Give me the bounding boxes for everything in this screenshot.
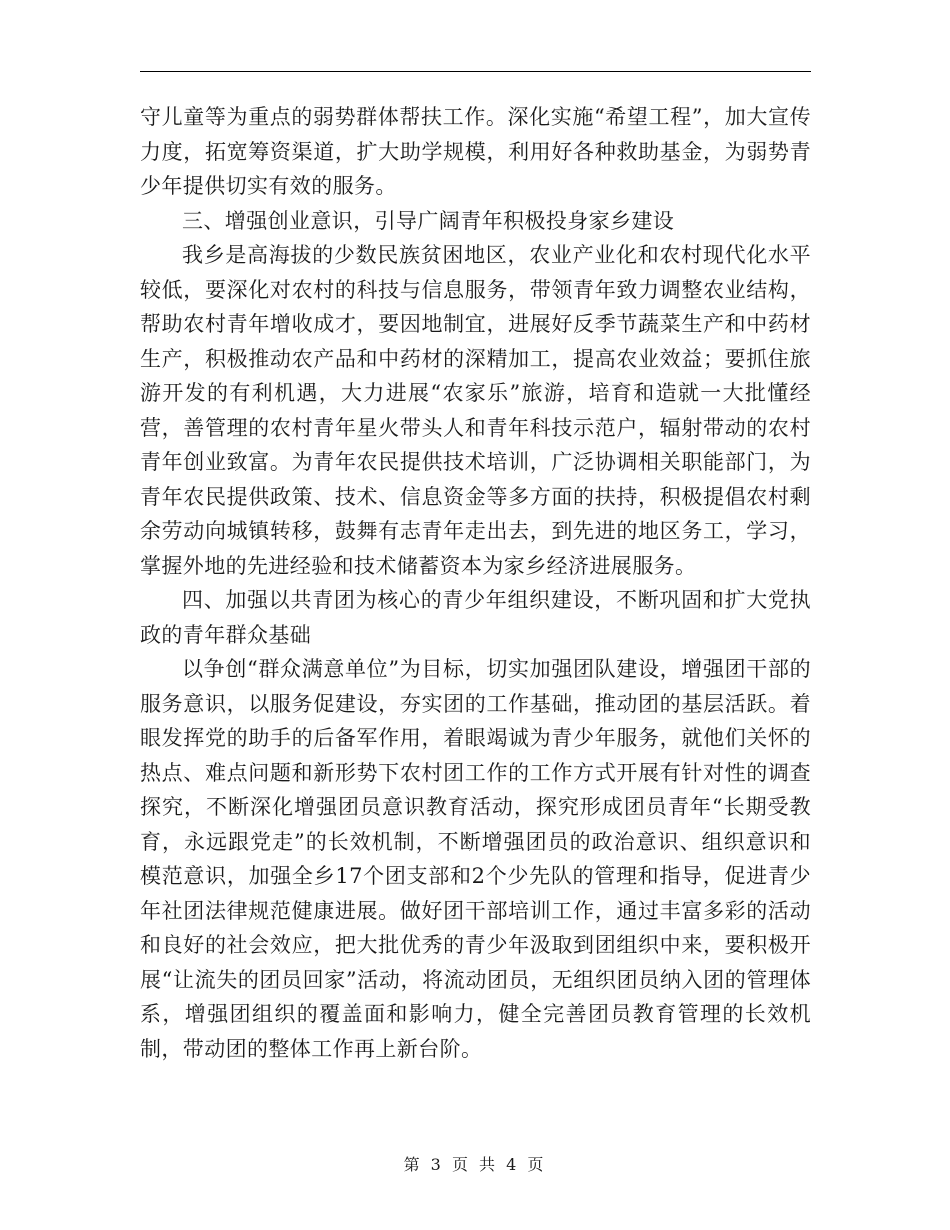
page-footer (0, 1152, 950, 1175)
page-number-label: 第 3 页 共 4 页 (403, 1155, 547, 1174)
paragraph-5: 以争创“群众满意单位”为目标，切实加强团队建设，增强团干部的服务意识，以服务促建设，夯实团的工作基础，推动团的基层活跃。着眼发挥党的助手的后备军作用，着眼竭诚为青少年服务，就他们关怀的热点、难点问题和新形势下农村团工作的工作方式开展有针对性的调查探究，不断深化增强团员意识教育活动，探究形成团员青年“长期受教育，永远跟党走”的长效机制，不断增强团员的政治意识、组织意识和模范意识，加强全乡17个团支部和2个少先队的管理和指导，促进青少年社团法律规范健康进展。做好团干部培训工作，通过丰富多彩的活动和良好的社会效应，把大批优秀的青少年汲取到团组织中来，要积极开展“让流失的团员回家”活动，将流动团员，无组织团员纳入团的管理体系，增强团组织的覆盖面和影响力，健全完善团员教育管理的长效机制，带动团的整体工作再上新台阶。 (140, 657, 811, 1061)
paragraph-3: 我乡是高海拔的少数民族贫困地区，农业产业化和农村现代化水平较低，要深化对农村的科技与信息服务，带领青年致力调整农业结构，帮助农村青年增收成才，要因地制宜，进展好反季节蔬菜生产和中药材生产，积极推动农产品和中药材的深精加工，提高农业效益；要抓住旅游开发的有利机遇，大力进展“农家乐”旅游，培育和造就一大批懂经营，善管理的农村青年星火带头人和青年科技示范户，辐射带动的农村青年创业致富。为青年农民提供技术培训，广泛协调相关职能部门，为青年农民提供政策、技术、信息资金等多方面的扶持，积极提倡农村剩余劳动向城镇转移，鼓舞有志青年走出去，到先进的地区务工，学习，掌握外地的先进经验和技术储蓄资本为家乡经济进展服务。 (140, 243, 811, 578)
document-body (140, 100, 811, 1066)
section-heading-4: 四、加强以共青团为核心的青少年组织建设，不断巩固和扩大党执政的青年群众基础 (140, 588, 811, 647)
paragraph-1: 守儿童等为重点的弱势群体帮扶工作。深化实施“希望工程”，加大宣传力度，拓宽筹资渠道，扩大助学规模，利用好各种救助基金，为弱势青少年提供切实有效的服务。 (140, 105, 811, 198)
header-rule (140, 71, 811, 72)
section-heading-3: 三、增强创业意识，引导广阔青年积极投身家乡建设 (182, 208, 675, 233)
